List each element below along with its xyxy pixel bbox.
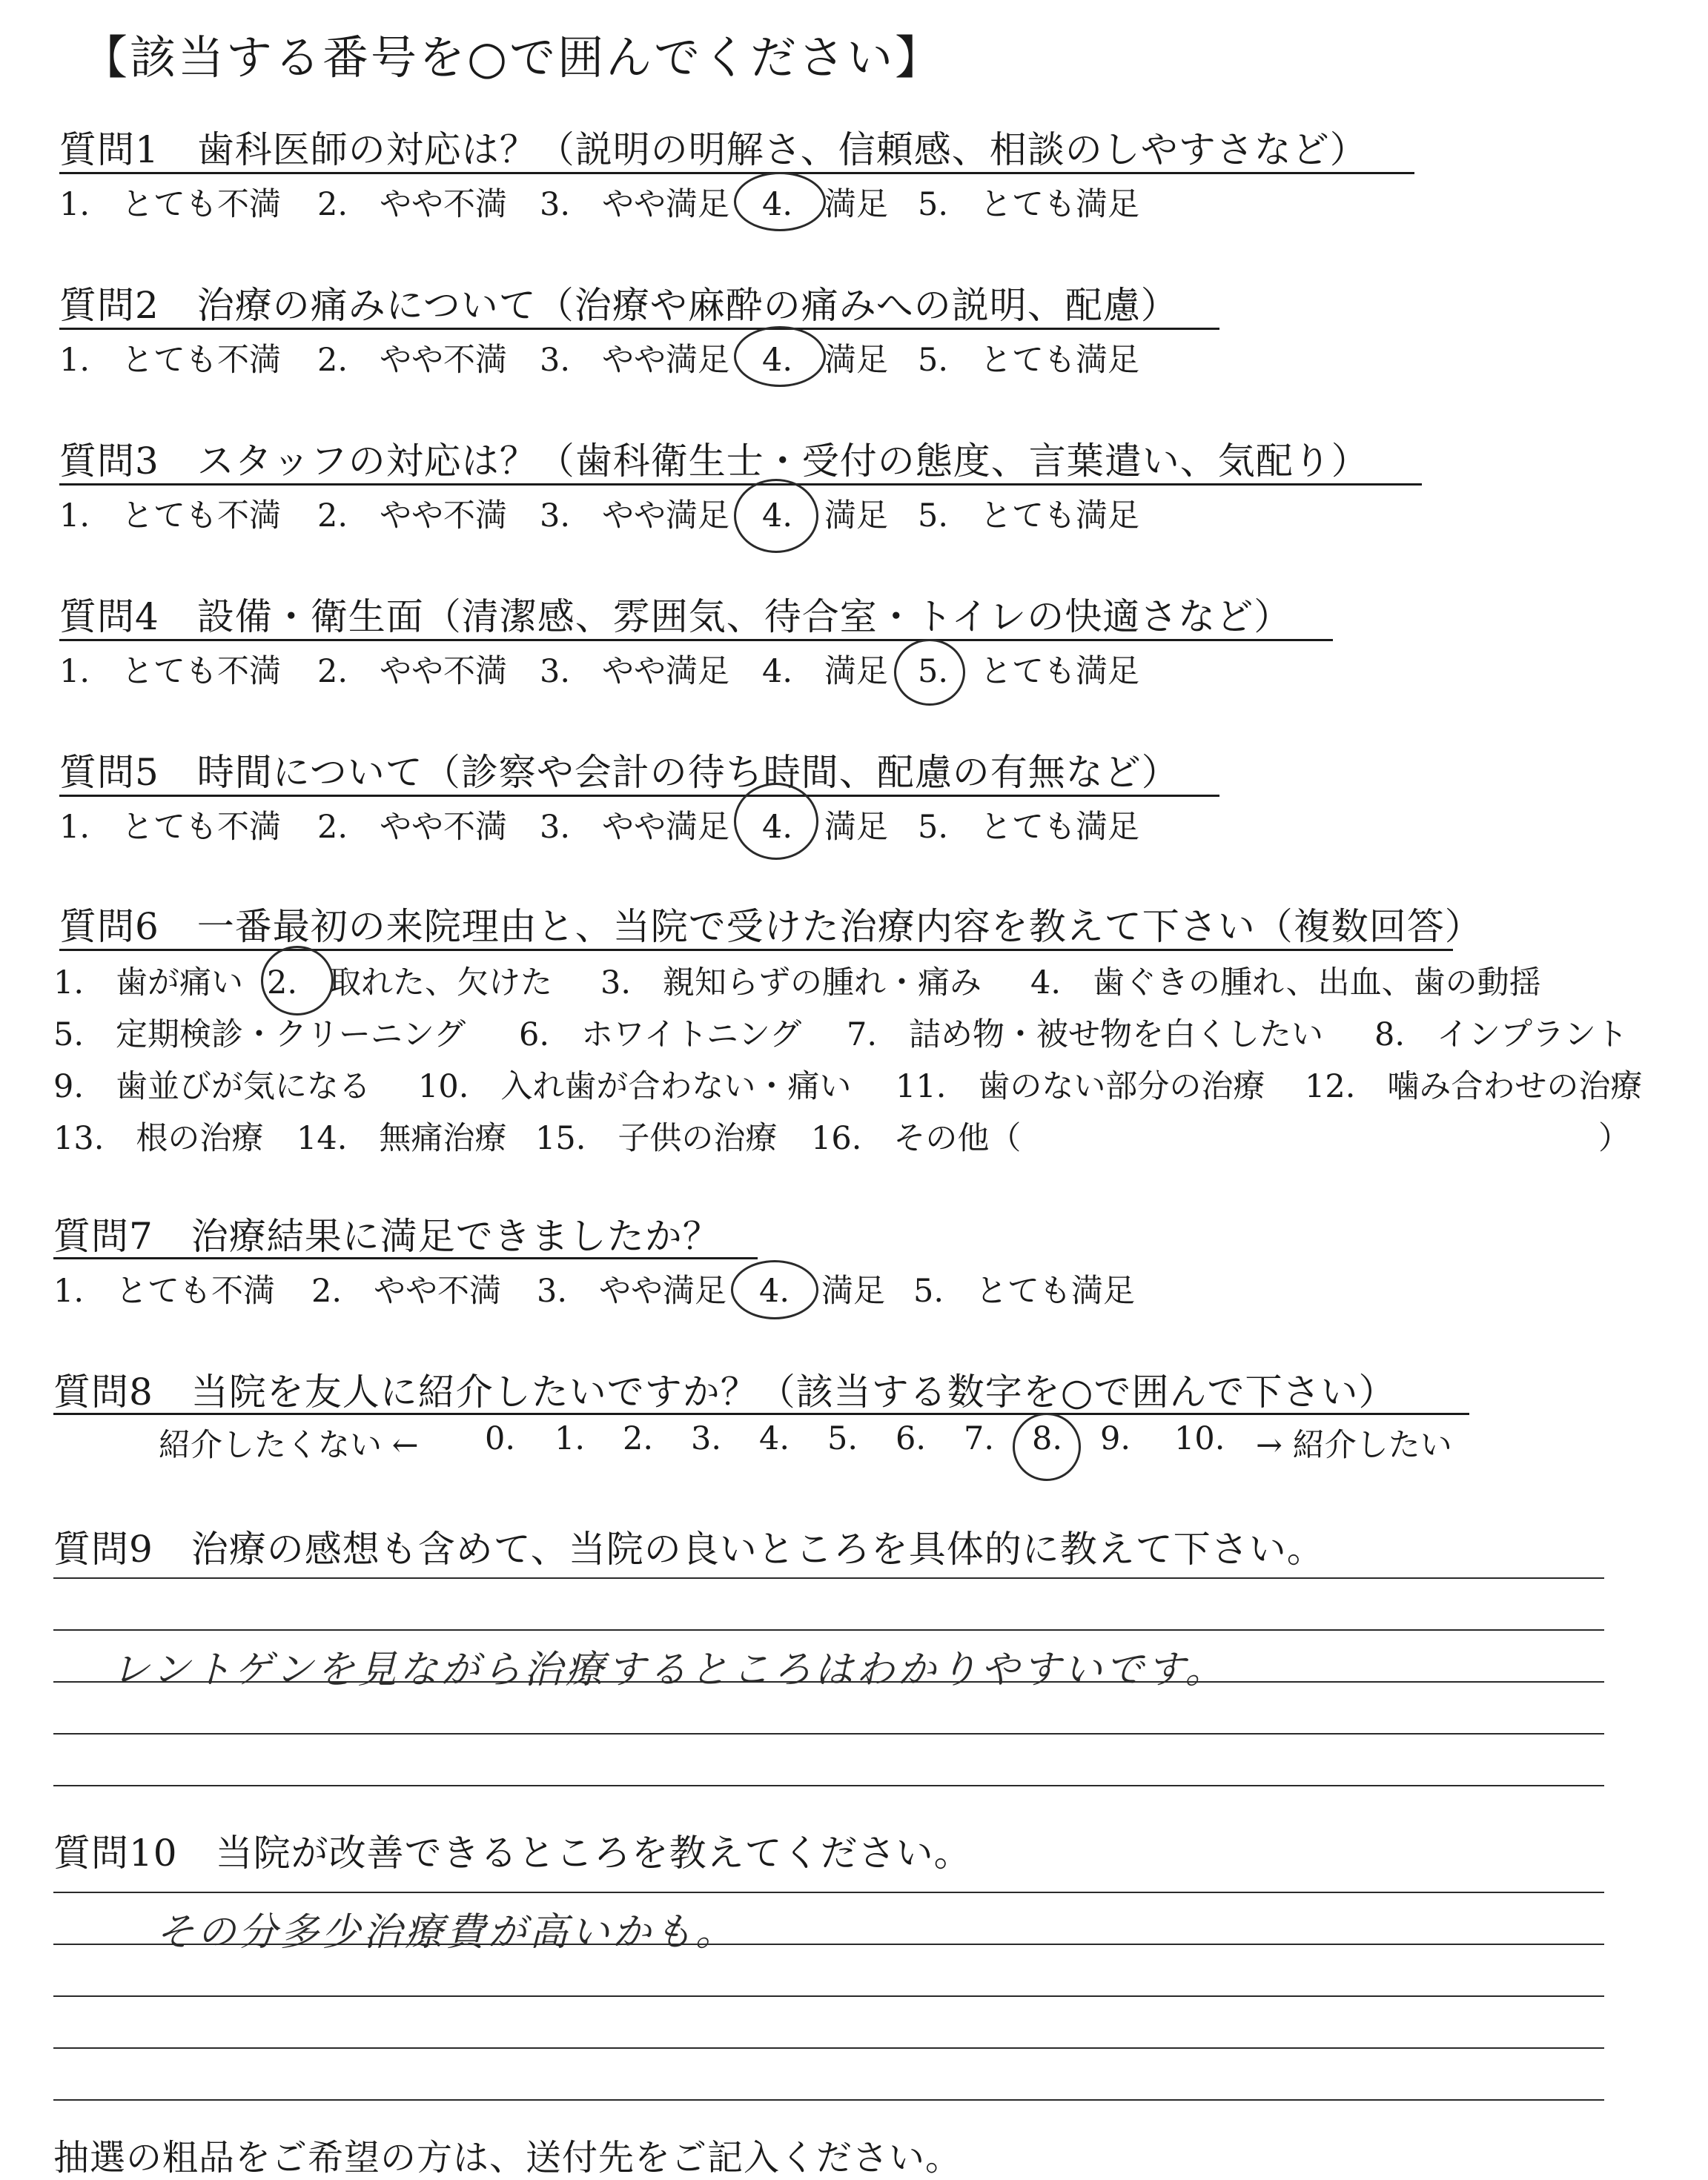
- q6-row-2: [0, 1010, 1708, 1054]
- question-1-title: 質問1 歯科医師の対応は？（説明の明解さ、信頼感、相談のしやすさなど）: [59, 128, 1368, 171]
- q1-option-1[interactable]: 1. とても不満: [59, 186, 282, 223]
- q10-handwritten-answer[interactable]: その分多少治療費が高いかも。: [156, 1910, 738, 1955]
- q3-option-3[interactable]: 3. やや満足: [540, 497, 730, 534]
- q6-option-2[interactable]: 2. 取れた、欠けた: [267, 964, 553, 1001]
- q2-option-2[interactable]: 2. やや不満: [317, 342, 508, 379]
- q4-selection-circle: [894, 639, 965, 706]
- question-5-title: 質問5 時間について（診察や会計の待ち時間、配慮の有無など）: [59, 751, 1179, 794]
- q10-answer-line-5: [53, 2099, 1604, 2101]
- q9-answer-line-2: [53, 1629, 1604, 1631]
- q9-answer-line-5: [53, 1785, 1604, 1786]
- q8-left-label: 紹介したくない ←: [159, 1427, 419, 1464]
- q6-option-5[interactable]: 5. 定期検診・クリーニング: [53, 1016, 466, 1053]
- question-9-title: 質問9 治療の感想も含めて、当院の良いところを具体的に教えて下さい。: [53, 1528, 1325, 1571]
- page-title: 【該当する番号を○で囲んでください】: [82, 30, 944, 85]
- q4-option-5[interactable]: 5. とても満足: [918, 653, 1140, 690]
- q10-answer-line-4: [53, 2047, 1604, 2049]
- q5-option-4[interactable]: 4. 満足: [762, 809, 889, 846]
- q8-option-8[interactable]: 8.: [1032, 1420, 1063, 1457]
- question-1-underline: [59, 172, 1414, 174]
- q3-option-5[interactable]: 5. とても満足: [918, 497, 1140, 534]
- q6-option-1[interactable]: 1. 歯が痛い: [53, 964, 244, 1001]
- q2-option-4[interactable]: 4. 満足: [762, 342, 889, 379]
- question-6-title: 質問6 一番最初の来院理由と、当院で受けた治療内容を教えて下さい（複数回答）: [59, 905, 1483, 948]
- question-4-underline: [59, 639, 1333, 641]
- q4-option-3[interactable]: 3. やや満足: [540, 653, 730, 690]
- q6-row-1: [0, 958, 1708, 1002]
- question-1-options: [0, 179, 1708, 224]
- q9-answer-line-4: [53, 1733, 1604, 1735]
- q3-option-4[interactable]: 4. 満足: [762, 497, 889, 534]
- q6-option-16[interactable]: 16. その他（: [811, 1120, 1022, 1157]
- q8-option-10[interactable]: 10.: [1174, 1420, 1225, 1457]
- q2-option-5[interactable]: 5. とても満足: [918, 342, 1140, 379]
- q9-handwritten-answer[interactable]: レントゲンを見ながら治療するところはわかりやすいです。: [111, 1648, 1227, 1692]
- q6-option-14[interactable]: 14. 無痛治療: [297, 1120, 507, 1157]
- question-2-options: [0, 335, 1708, 380]
- question-3-options: [0, 491, 1708, 535]
- q3-option-2[interactable]: 2. やや不満: [317, 497, 508, 534]
- question-10-title: 質問10 当院が改善できるところを教えてください。: [53, 1832, 972, 1875]
- q8-option-3[interactable]: 3.: [691, 1420, 722, 1457]
- q7-option-3[interactable]: 3. やや満足: [537, 1273, 727, 1310]
- q1-option-3[interactable]: 3. やや満足: [540, 186, 730, 223]
- q6-option-12[interactable]: 12. 噛み合わせの治療: [1305, 1068, 1643, 1105]
- q5-selection-circle: [734, 783, 818, 860]
- q1-selection-circle: [734, 172, 826, 231]
- q8-option-5[interactable]: 5.: [827, 1420, 858, 1457]
- q8-selection-circle: [1013, 1413, 1081, 1481]
- q6-option-7[interactable]: 7. 詰め物・被せ物を白くしたい: [847, 1016, 1324, 1053]
- q6-selection-circle: [261, 946, 334, 1016]
- question-5-options: [0, 802, 1708, 847]
- q6-option-9[interactable]: 9. 歯並びが気になる: [53, 1068, 371, 1105]
- q6-option-11[interactable]: 11. 歯のない部分の治療: [896, 1068, 1265, 1105]
- question-7-options: [0, 1266, 1708, 1311]
- q1-option-5[interactable]: 5. とても満足: [918, 186, 1140, 223]
- question-3-underline: [59, 483, 1422, 486]
- q8-option-9[interactable]: 9.: [1100, 1420, 1131, 1457]
- q8-scale: [0, 1420, 1708, 1465]
- question-4-options: [0, 646, 1708, 691]
- q8-option-2[interactable]: 2.: [623, 1420, 654, 1457]
- q8-option-1[interactable]: 1.: [555, 1420, 586, 1457]
- question-8-title: 質問8 当院を友人に紹介したいですか？（該当する数字を○で囲んで下さい）: [53, 1371, 1397, 1414]
- question-8-underline: [53, 1413, 1469, 1415]
- question-3-title: 質問3 スタッフの対応は？（歯科衛生士・受付の態度、言葉遣い、気配り）: [59, 440, 1369, 483]
- q6-other-close-paren: ）: [1598, 1120, 1630, 1157]
- question-4-title: 質問4 設備・衛生面（清潔感、雰囲気、待合室・トイレの快適さなど）: [59, 595, 1292, 638]
- question-2-title: 質問2 治療の痛みについて（治療や麻酔の痛みへの説明、配慮）: [59, 284, 1179, 327]
- q7-option-1[interactable]: 1. とても不満: [53, 1273, 276, 1310]
- q6-row-3: [0, 1061, 1708, 1106]
- question-7-underline: [53, 1257, 758, 1259]
- q1-option-4[interactable]: 4. 満足: [762, 186, 889, 223]
- footer-note: 抽選の粗品をご希望の方は、送付先をご記入ください。: [53, 2137, 962, 2179]
- q1-option-2[interactable]: 2. やや不満: [317, 186, 508, 223]
- q7-option-2[interactable]: 2. やや不満: [311, 1273, 502, 1310]
- q8-option-0[interactable]: 0.: [485, 1420, 516, 1457]
- q6-option-10[interactable]: 10. 入れ歯が合わない・痛い: [418, 1068, 852, 1105]
- q3-option-1[interactable]: 1. とても不満: [59, 497, 282, 534]
- q6-option-8[interactable]: 8. インプラント: [1374, 1016, 1629, 1053]
- q6-option-15[interactable]: 15. 子供の治療: [535, 1120, 778, 1157]
- q8-option-7[interactable]: 7.: [964, 1420, 995, 1457]
- q4-option-1[interactable]: 1. とても不満: [59, 653, 282, 690]
- q6-option-4[interactable]: 4. 歯ぐきの腫れ、出血、歯の動揺: [1030, 964, 1541, 1001]
- q7-option-5[interactable]: 5. とても満足: [913, 1273, 1136, 1310]
- q8-option-6[interactable]: 6.: [896, 1420, 927, 1457]
- q6-option-6[interactable]: 6. ホワイトニング: [519, 1016, 802, 1053]
- q2-option-1[interactable]: 1. とても不満: [59, 342, 282, 379]
- q5-option-2[interactable]: 2. やや不満: [317, 809, 508, 846]
- q2-option-3[interactable]: 3. やや満足: [540, 342, 730, 379]
- q8-option-4[interactable]: 4.: [759, 1420, 790, 1457]
- q10-answer-line-3: [53, 1995, 1604, 1997]
- q2-selection-circle: [734, 326, 826, 387]
- q5-option-3[interactable]: 3. やや満足: [540, 809, 730, 846]
- q3-selection-circle: [734, 479, 818, 553]
- q9-answer-line-1: [53, 1577, 1604, 1579]
- q6-option-13[interactable]: 13. 根の治療: [53, 1120, 264, 1157]
- q7-selection-circle: [731, 1260, 818, 1319]
- q5-option-5[interactable]: 5. とても満足: [918, 809, 1140, 846]
- q6-option-3[interactable]: 3. 親知らずの腫れ・痛み: [600, 964, 982, 1001]
- q5-option-1[interactable]: 1. とても不満: [59, 809, 282, 846]
- q7-option-4[interactable]: 4. 満足: [759, 1273, 886, 1310]
- q8-right-label: → 紹介したい: [1256, 1427, 1452, 1464]
- question-6-underline: [59, 949, 1453, 951]
- q4-option-2[interactable]: 2. やや不満: [317, 653, 508, 690]
- question-2-underline: [59, 328, 1219, 330]
- question-5-underline: [59, 795, 1219, 797]
- q10-answer-line-1: [53, 1892, 1604, 1893]
- q6-row-4: [0, 1113, 1708, 1158]
- q4-option-4[interactable]: 4. 満足: [762, 653, 889, 690]
- question-7-title: 質問7 治療結果に満足できましたか？: [53, 1215, 721, 1258]
